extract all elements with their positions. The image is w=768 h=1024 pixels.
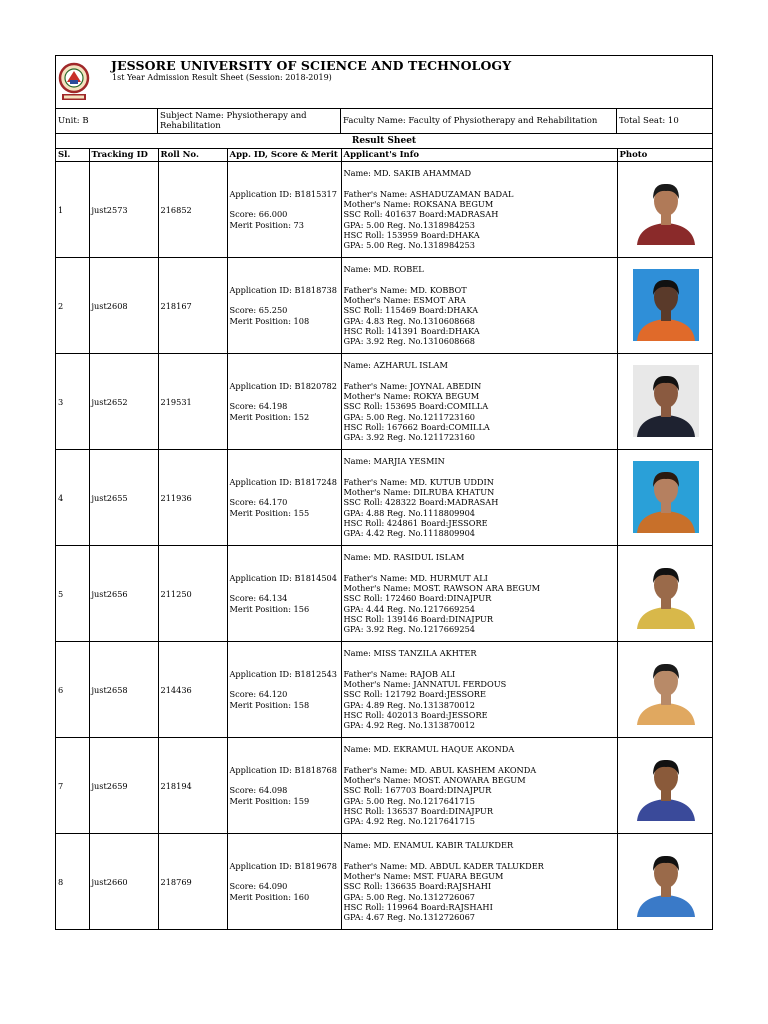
cell-sl: 2 bbox=[56, 258, 89, 354]
result-table bbox=[56, 149, 712, 929]
applicant-name: Name: AZHARUL ISLAM bbox=[343, 360, 448, 371]
father-name: Father's Name: MD. ABUL KASHEM AKONDA bbox=[343, 764, 537, 775]
score: Score: 64.098 bbox=[229, 785, 288, 796]
cell-photo bbox=[617, 354, 712, 450]
hsc-roll: HSC Roll: 167662 Board:COMILLA bbox=[343, 421, 490, 432]
table-row bbox=[56, 354, 712, 450]
table-row bbox=[56, 642, 712, 738]
hsc-gpa: GPA: 4.92 Reg. No.1313870012 bbox=[343, 720, 476, 731]
cell-applicant-info bbox=[341, 162, 617, 258]
ssc-gpa: GPA: 5.00 Reg. No.1217641715 bbox=[343, 795, 476, 806]
hsc-roll: HSC Roll: 153959 Board:DHAKA bbox=[343, 229, 480, 240]
applicant-name: Name: MARJIA YESMIN bbox=[343, 456, 445, 467]
cell-sl: 6 bbox=[56, 642, 89, 738]
ssc-gpa: GPA: 5.00 Reg. No.1312726067 bbox=[343, 891, 476, 902]
total-seat: Total Seat: 10 bbox=[619, 116, 679, 126]
merit-position: Merit Position: 152 bbox=[229, 411, 310, 422]
table-row bbox=[56, 162, 712, 258]
applicant-name: Name: MD. SAKIB AHAMMAD bbox=[343, 168, 472, 179]
cell-sl: 5 bbox=[56, 546, 89, 642]
score: Score: 64.170 bbox=[229, 497, 288, 508]
ssc-roll: SSC Roll: 153695 Board:COMILLA bbox=[343, 401, 489, 412]
cell-tracking-id: just2655 bbox=[89, 450, 158, 546]
ssc-gpa: GPA: 4.44 Reg. No.1217669254 bbox=[343, 603, 476, 614]
cell-tracking-id: just2659 bbox=[89, 738, 158, 834]
ssc-roll: SSC Roll: 401637 Board:MADRASAH bbox=[343, 209, 499, 220]
mother-name: Mother's Name: DILRUBA KHATUN bbox=[343, 487, 495, 498]
cell-photo bbox=[617, 162, 712, 258]
merit-position: Merit Position: 155 bbox=[229, 507, 310, 518]
mother-name: Mother's Name: MST. FUARA BEGUM bbox=[343, 871, 504, 882]
cell-applicant-info bbox=[341, 546, 617, 642]
father-name: Father's Name: MD. KOBBOT bbox=[343, 284, 467, 295]
ssc-roll: SSC Roll: 115469 Board:DHAKA bbox=[343, 305, 479, 316]
applicant-photo bbox=[633, 557, 699, 629]
cell-roll-no: 216852 bbox=[158, 162, 227, 258]
hsc-gpa: GPA: 4.67 Reg. No.1312726067 bbox=[343, 912, 476, 923]
university-seal-icon bbox=[58, 58, 90, 104]
father-name: Father's Name: MD. KUTUB UDDIN bbox=[343, 476, 494, 487]
score: Score: 66.000 bbox=[229, 209, 288, 220]
cell-tracking-id: just2660 bbox=[89, 834, 158, 930]
cell-tracking-id: just2573 bbox=[89, 162, 158, 258]
cell-sl: 1 bbox=[56, 162, 89, 258]
application-id: Application ID: B1817248 bbox=[229, 477, 337, 488]
col-applicant-info: Applicant's Info bbox=[341, 149, 617, 162]
hsc-roll: HSC Roll: 141391 Board:DHAKA bbox=[343, 325, 480, 336]
faculty-name: Faculty Name: Faculty of Physiotherapy and Rehabilitation bbox=[341, 109, 617, 133]
mother-name: Mother's Name: ROKYA BEGUM bbox=[343, 391, 480, 402]
hsc-roll: HSC Roll: 119964 Board:RAJSHAHI bbox=[343, 901, 493, 912]
mother-name: Mother's Name: MOST. ANOWARA BEGUM bbox=[343, 775, 526, 786]
merit-position: Merit Position: 156 bbox=[229, 603, 310, 614]
merit-position: Merit Position: 160 bbox=[229, 891, 310, 902]
application-id: Application ID: B1819678 bbox=[229, 861, 337, 872]
mother-name: Mother's Name: JANNATUL FERDOUS bbox=[343, 679, 507, 690]
cell-applicant-info bbox=[341, 450, 617, 546]
cell-tracking-id: just2658 bbox=[89, 642, 158, 738]
father-name: Father's Name: ASHADUZAMAN BADAL bbox=[343, 188, 514, 199]
cell-sl: 3 bbox=[56, 354, 89, 450]
table-row bbox=[56, 450, 712, 546]
score: Score: 65.250 bbox=[229, 305, 288, 316]
col-tracking-id: Tracking ID bbox=[89, 149, 158, 162]
cell-sl: 4 bbox=[56, 450, 89, 546]
application-id: Application ID: B1812543 bbox=[229, 669, 337, 680]
mother-name: Mother's Name: ROKSANA BEGUM bbox=[343, 199, 494, 210]
cell-app-score-merit bbox=[227, 162, 341, 258]
cell-app-score-merit bbox=[227, 450, 341, 546]
cell-roll-no: 218167 bbox=[158, 258, 227, 354]
cell-roll-no: 218769 bbox=[158, 834, 227, 930]
score: Score: 64.090 bbox=[229, 881, 288, 892]
application-id: Application ID: B1818738 bbox=[229, 285, 337, 296]
cell-photo bbox=[617, 834, 712, 930]
ssc-gpa: GPA: 4.88 Reg. No.1118809904 bbox=[343, 507, 476, 518]
ssc-roll: SSC Roll: 136635 Board:RAJSHAHI bbox=[343, 881, 492, 892]
cell-app-score-merit bbox=[227, 354, 341, 450]
merit-position: Merit Position: 73 bbox=[229, 219, 304, 230]
mother-name: Mother's Name: MOST. RAWSON ARA BEGUM bbox=[343, 583, 541, 594]
ssc-roll: SSC Roll: 172460 Board:DINAJPUR bbox=[343, 593, 492, 604]
cell-applicant-info bbox=[341, 642, 617, 738]
hsc-roll: HSC Roll: 139146 Board:DINAJPUR bbox=[343, 613, 493, 624]
hsc-gpa: GPA: 3.92 Reg. No.1211723160 bbox=[343, 432, 476, 443]
university-name: JESSORE UNIVERSITY OF SCIENCE AND TECHNOLOGY bbox=[111, 58, 512, 73]
score: Score: 64.198 bbox=[229, 401, 288, 412]
cell-tracking-id: just2652 bbox=[89, 354, 158, 450]
cell-applicant-info bbox=[341, 354, 617, 450]
cell-roll-no: 214436 bbox=[158, 642, 227, 738]
cell-photo bbox=[617, 642, 712, 738]
hsc-gpa: GPA: 3.92 Reg. No.1217669254 bbox=[343, 624, 476, 635]
meta-row bbox=[56, 109, 712, 134]
ssc-gpa: GPA: 5.00 Reg. No.1211723160 bbox=[343, 411, 476, 422]
applicant-photo bbox=[633, 845, 699, 917]
father-name: Father's Name: RAJOB ALI bbox=[343, 668, 456, 679]
applicant-name: Name: MISS TANZILA AKHTER bbox=[343, 648, 477, 659]
applicant-photo bbox=[633, 653, 699, 725]
ssc-gpa: GPA: 4.89 Reg. No.1313870012 bbox=[343, 699, 476, 710]
cell-roll-no: 211936 bbox=[158, 450, 227, 546]
ssc-gpa: GPA: 4.83 Reg. No.1310608668 bbox=[343, 315, 476, 326]
cell-photo bbox=[617, 258, 712, 354]
table-row bbox=[56, 834, 712, 930]
hsc-roll: HSC Roll: 402013 Board:JESSORE bbox=[343, 709, 488, 720]
col-sl: Sl. bbox=[56, 149, 89, 162]
session-subtitle: 1st Year Admission Result Sheet (Session: 2018-2019) bbox=[112, 73, 332, 82]
cell-applicant-info bbox=[341, 258, 617, 354]
cell-photo bbox=[617, 738, 712, 834]
applicant-photo bbox=[633, 749, 699, 821]
applicant-name: Name: MD. ROBEL bbox=[343, 264, 424, 275]
applicant-name: Name: MD. RASIDUL ISLAM bbox=[343, 552, 465, 563]
applicant-photo bbox=[633, 173, 699, 245]
cell-sl: 8 bbox=[56, 834, 89, 930]
cell-applicant-info bbox=[341, 834, 617, 930]
hsc-gpa: GPA: 3.92 Reg. No.1310608668 bbox=[343, 336, 476, 347]
cell-photo bbox=[617, 450, 712, 546]
merit-position: Merit Position: 158 bbox=[229, 699, 310, 710]
score: Score: 64.134 bbox=[229, 593, 288, 604]
cell-photo bbox=[617, 546, 712, 642]
father-name: Father's Name: MD. ABDUL KADER TALUKDER bbox=[343, 860, 544, 871]
unit-label: Unit: B bbox=[56, 109, 158, 133]
father-name: Father's Name: MD. HURMUT ALI bbox=[343, 572, 488, 583]
hsc-gpa: GPA: 4.42 Reg. No.1118809904 bbox=[343, 528, 476, 539]
cell-roll-no: 219531 bbox=[158, 354, 227, 450]
mother-name: Mother's Name: ESMOT ARA bbox=[343, 295, 466, 306]
ssc-gpa: GPA: 5.00 Reg. No.1318984253 bbox=[343, 219, 476, 230]
cell-roll-no: 218194 bbox=[158, 738, 227, 834]
applicant-photo bbox=[633, 269, 699, 341]
cell-app-score-merit bbox=[227, 258, 341, 354]
merit-position: Merit Position: 108 bbox=[229, 315, 310, 326]
hsc-gpa: GPA: 4.92 Reg. No.1217641715 bbox=[343, 816, 476, 827]
result-sheet-title: Result Sheet bbox=[56, 134, 712, 149]
col-roll-no: Roll No. bbox=[158, 149, 227, 162]
cell-app-score-merit bbox=[227, 642, 341, 738]
cell-roll-no: 211250 bbox=[158, 546, 227, 642]
table-row bbox=[56, 738, 712, 834]
cell-applicant-info bbox=[341, 738, 617, 834]
application-id: Application ID: B1815317 bbox=[229, 189, 337, 200]
application-id: Application ID: B1818768 bbox=[229, 765, 337, 776]
application-id: Application ID: B1820782 bbox=[229, 381, 337, 392]
result-sheet bbox=[55, 55, 713, 930]
hsc-gpa: GPA: 5.00 Reg. No.1318984253 bbox=[343, 240, 476, 251]
father-name: Father's Name: JOYNAL ABEDIN bbox=[343, 380, 482, 391]
application-id: Application ID: B1814504 bbox=[229, 573, 337, 584]
hsc-roll: HSC Roll: 424861 Board:JESSORE bbox=[343, 517, 488, 528]
table-header-row bbox=[56, 149, 712, 162]
col-photo: Photo bbox=[617, 149, 712, 162]
merit-position: Merit Position: 159 bbox=[229, 795, 310, 806]
table-row bbox=[56, 546, 712, 642]
cell-tracking-id: just2656 bbox=[89, 546, 158, 642]
score: Score: 64.120 bbox=[229, 689, 288, 700]
applicant-photo bbox=[633, 461, 699, 533]
ssc-roll: SSC Roll: 121792 Board:JESSORE bbox=[343, 689, 486, 700]
ssc-roll: SSC Roll: 428322 Board:MADRASAH bbox=[343, 497, 499, 508]
subject-name: Subject Name: Physiotherapy and Rehabilitation bbox=[158, 109, 341, 133]
cell-app-score-merit bbox=[227, 738, 341, 834]
cell-app-score-merit bbox=[227, 546, 341, 642]
cell-app-score-merit bbox=[227, 834, 341, 930]
applicant-photo bbox=[633, 365, 699, 437]
cell-tracking-id: just2608 bbox=[89, 258, 158, 354]
sheet-header bbox=[56, 56, 712, 109]
hsc-roll: HSC Roll: 136537 Board:DINAJPUR bbox=[343, 805, 493, 816]
cell-sl: 7 bbox=[56, 738, 89, 834]
ssc-roll: SSC Roll: 167703 Board:DINAJPUR bbox=[343, 785, 492, 796]
applicant-name: Name: MD. EKRAMUL HAQUE AKONDA bbox=[343, 744, 515, 755]
col-app-score-merit: App. ID, Score & Merit bbox=[227, 149, 341, 162]
table-row bbox=[56, 258, 712, 354]
applicant-name: Name: MD. ENAMUL KABIR TALUKDER bbox=[343, 840, 514, 851]
